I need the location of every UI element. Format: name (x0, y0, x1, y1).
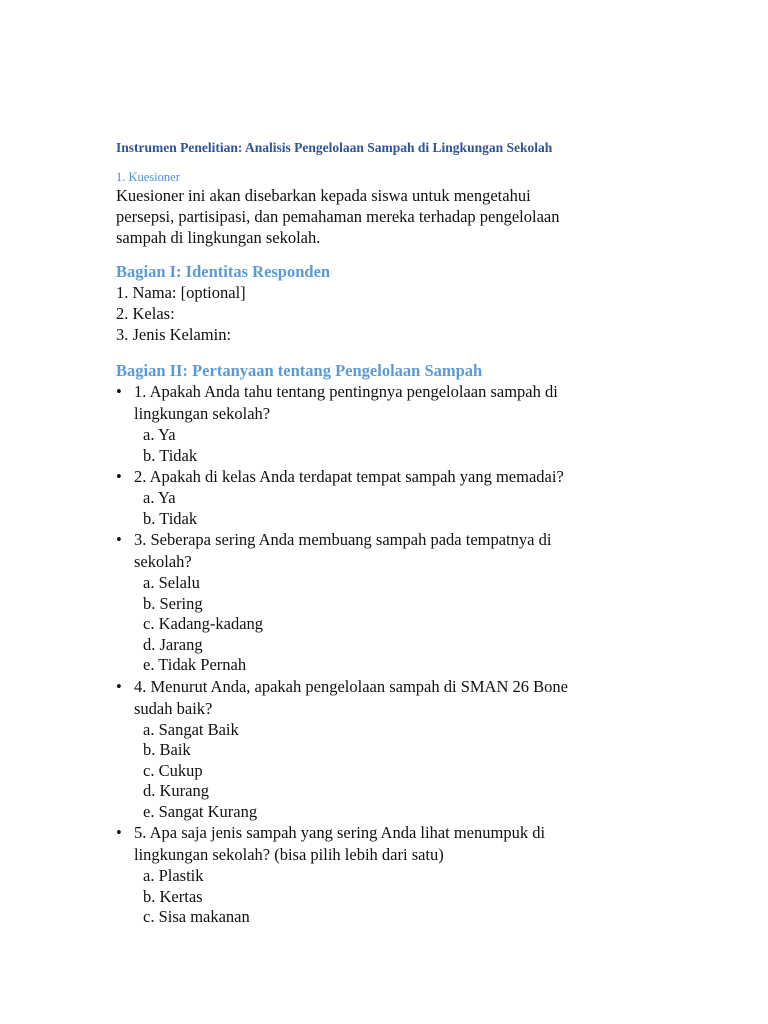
document-page (116, 139, 576, 928)
bagian-2-heading: Bagian II: Pertanyaan tentang Pengelolaan Sampah (116, 361, 483, 380)
identity-list (116, 282, 576, 345)
question-item (116, 676, 576, 823)
option-list (116, 425, 576, 466)
option-list (116, 573, 576, 676)
bullet-marker: • (116, 530, 122, 549)
option: d. Kurang (143, 781, 209, 800)
option: b. Baik (143, 740, 191, 759)
question-text: 5. Apa saja jenis sampah yang sering Anda lihat menumpuk di lingkungan sekolah? (bisa pilih lebih dari satu) (134, 823, 546, 864)
intro-paragraph: Kuesioner ini akan disebarkan kepada siswa untuk mengetahui persepsi, partisipasi, dan pemahaman mereka terhadap pengelolaan sampah di lingkungan sekolah. (116, 186, 560, 247)
option: b. Tidak (143, 445, 198, 465)
section-label: 1. Kuesioner (116, 170, 180, 184)
bagian-1-heading: Bagian I: Identitas Responden (116, 262, 331, 281)
option: b. Sering (143, 593, 203, 613)
option: c. Cukup (143, 760, 203, 780)
identity-item-nama: 1. Nama: [optional] (116, 283, 246, 302)
question-item (116, 466, 576, 529)
question-text: 3. Seberapa sering Anda membuang sampah pada tempatnya di sekolah? (134, 530, 552, 571)
option: b. Tidak (143, 508, 198, 528)
option-list (116, 720, 576, 823)
option: d. Jarang (143, 634, 203, 654)
option: e. Tidak Pernah (143, 655, 247, 674)
option: b. Kertas (143, 886, 203, 906)
bullet-marker: • (116, 382, 122, 401)
bullet-marker: • (116, 676, 122, 696)
option: a. Selalu (143, 573, 200, 592)
option: a. Ya (143, 425, 176, 444)
option: a. Sangat Baik (143, 719, 239, 739)
option-list (116, 488, 576, 529)
question-text: 4. Menurut Anda, apakah pengelolaan sampah di SMAN 26 Bone sudah baik? (134, 676, 568, 718)
option: c. Sisa makanan (143, 907, 250, 926)
bullet-marker: • (116, 467, 122, 486)
question-text: 1. Apakah Anda tahu tentang pentingnya pengelolaan sampah di lingkungan sekolah? (134, 382, 558, 423)
option: c. Kadang-kadang (143, 614, 264, 633)
question-list (116, 381, 576, 928)
document-title: Instrumen Penelitian: Analisis Pengelolaan Sampah di Lingkungan Sekolah (116, 140, 553, 155)
question-text: 2. Apakah di kelas Anda terdapat tempat sampah yang memadai? (134, 467, 564, 486)
question-item (116, 529, 576, 676)
identity-item-kelas: 2. Kelas: (116, 304, 175, 323)
option: e. Sangat Kurang (143, 801, 258, 821)
question-item (116, 381, 576, 466)
question-item (116, 822, 576, 928)
bullet-marker: • (116, 823, 122, 842)
option: a. Ya (143, 488, 176, 507)
option: a. Plastik (143, 866, 204, 885)
option-list (116, 866, 576, 928)
identity-item-jenis-kelamin: 3. Jenis Kelamin: (116, 325, 232, 344)
